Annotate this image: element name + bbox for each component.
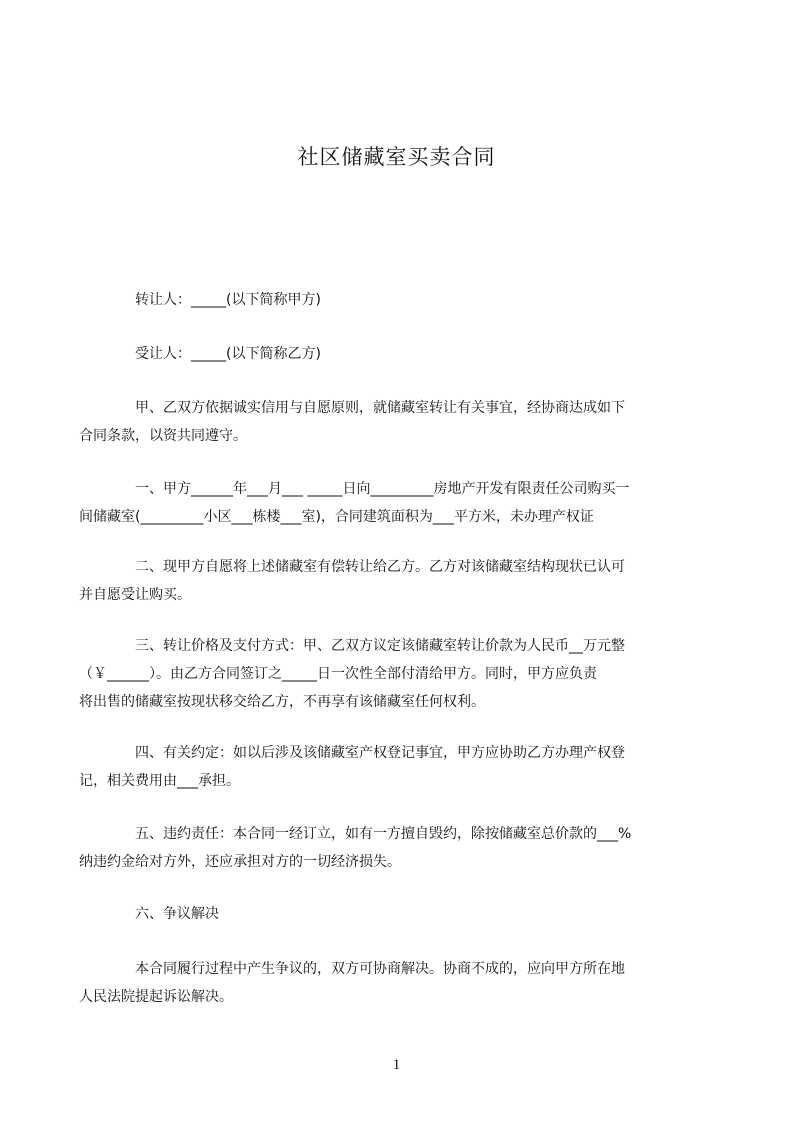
paragraph-line: 三、转让价格及支付方式：甲、乙双方议定该储藏室转让价款为人民币__万元整 (135, 638, 625, 654)
paragraph-line: 人民法院提起诉讼解决。 (79, 989, 233, 1005)
paragraph-line: 将出售的储藏室按现状移交给乙方，不再享有该储藏室任何权利。 (79, 694, 485, 710)
paragraph-line: 六、争议解决 (135, 906, 219, 922)
document-title: 社区储藏室买卖合同 (297, 145, 496, 169)
clause-5-paragraph (79, 820, 707, 876)
transferor-line (107, 286, 707, 314)
paragraph-line: 纳违约金给对方外，还应承担对方的一切经济损失。 (79, 854, 401, 870)
transferee-line (107, 340, 707, 368)
paragraph-line: 五、违约责任：本合同一经订立，如有一方擅自毁约，除按储藏室总价款的___% (135, 826, 632, 842)
paragraph-line: 二、现甲方自愿将上述储藏室有偿转让给乙方。乙方对该储藏室结构现状已认可 (135, 559, 625, 575)
paragraph-line: 转让人：_____(以下简称甲方) (135, 292, 321, 308)
paragraph-line: （￥______）。由乙方合同签订之_____日一次性全部付清给甲方。同时，甲方应负责 (79, 666, 597, 682)
paragraph-line: 记，相关费用由___承担。 (79, 773, 240, 789)
paragraph-line: 四、有关约定：如以后涉及该储藏室产权登记事宜，甲方应协助乙方办理产权登 (135, 745, 625, 761)
dispute-resolution-paragraph (79, 955, 707, 1011)
paragraph-line: 间储藏室(_________小区___栋楼___室)，合同建筑面积为___平方米，未办理产权证 (79, 509, 594, 525)
preamble-paragraph (79, 394, 707, 450)
paragraph-line: 本合同履行过程中产生争议的，双方可协商解决。协商不成的，应向甲方所在地 (135, 961, 625, 977)
clause-4-paragraph (79, 739, 707, 795)
page-number: 1 (392, 1057, 401, 1073)
clause-3-paragraph (79, 632, 707, 716)
clause-6-heading (107, 900, 707, 928)
paragraph-line: 一、甲方______年___月___ _____日向_________房地产开发有限责任公司购买一 (135, 481, 630, 497)
paragraph-line: 受让人：_____(以下简称乙方) (135, 346, 321, 362)
paragraph-line: 并自愿受让购买。 (79, 587, 191, 603)
clause-2-paragraph (79, 553, 707, 609)
paragraph-line: 甲、乙双方依据诚实信用与自愿原则，就储藏室转让有关事宜，经协商达成如下 (135, 400, 625, 416)
paragraph-line: 合同条款，以资共同遵守。 (79, 428, 247, 444)
clause-1-paragraph (79, 475, 707, 531)
